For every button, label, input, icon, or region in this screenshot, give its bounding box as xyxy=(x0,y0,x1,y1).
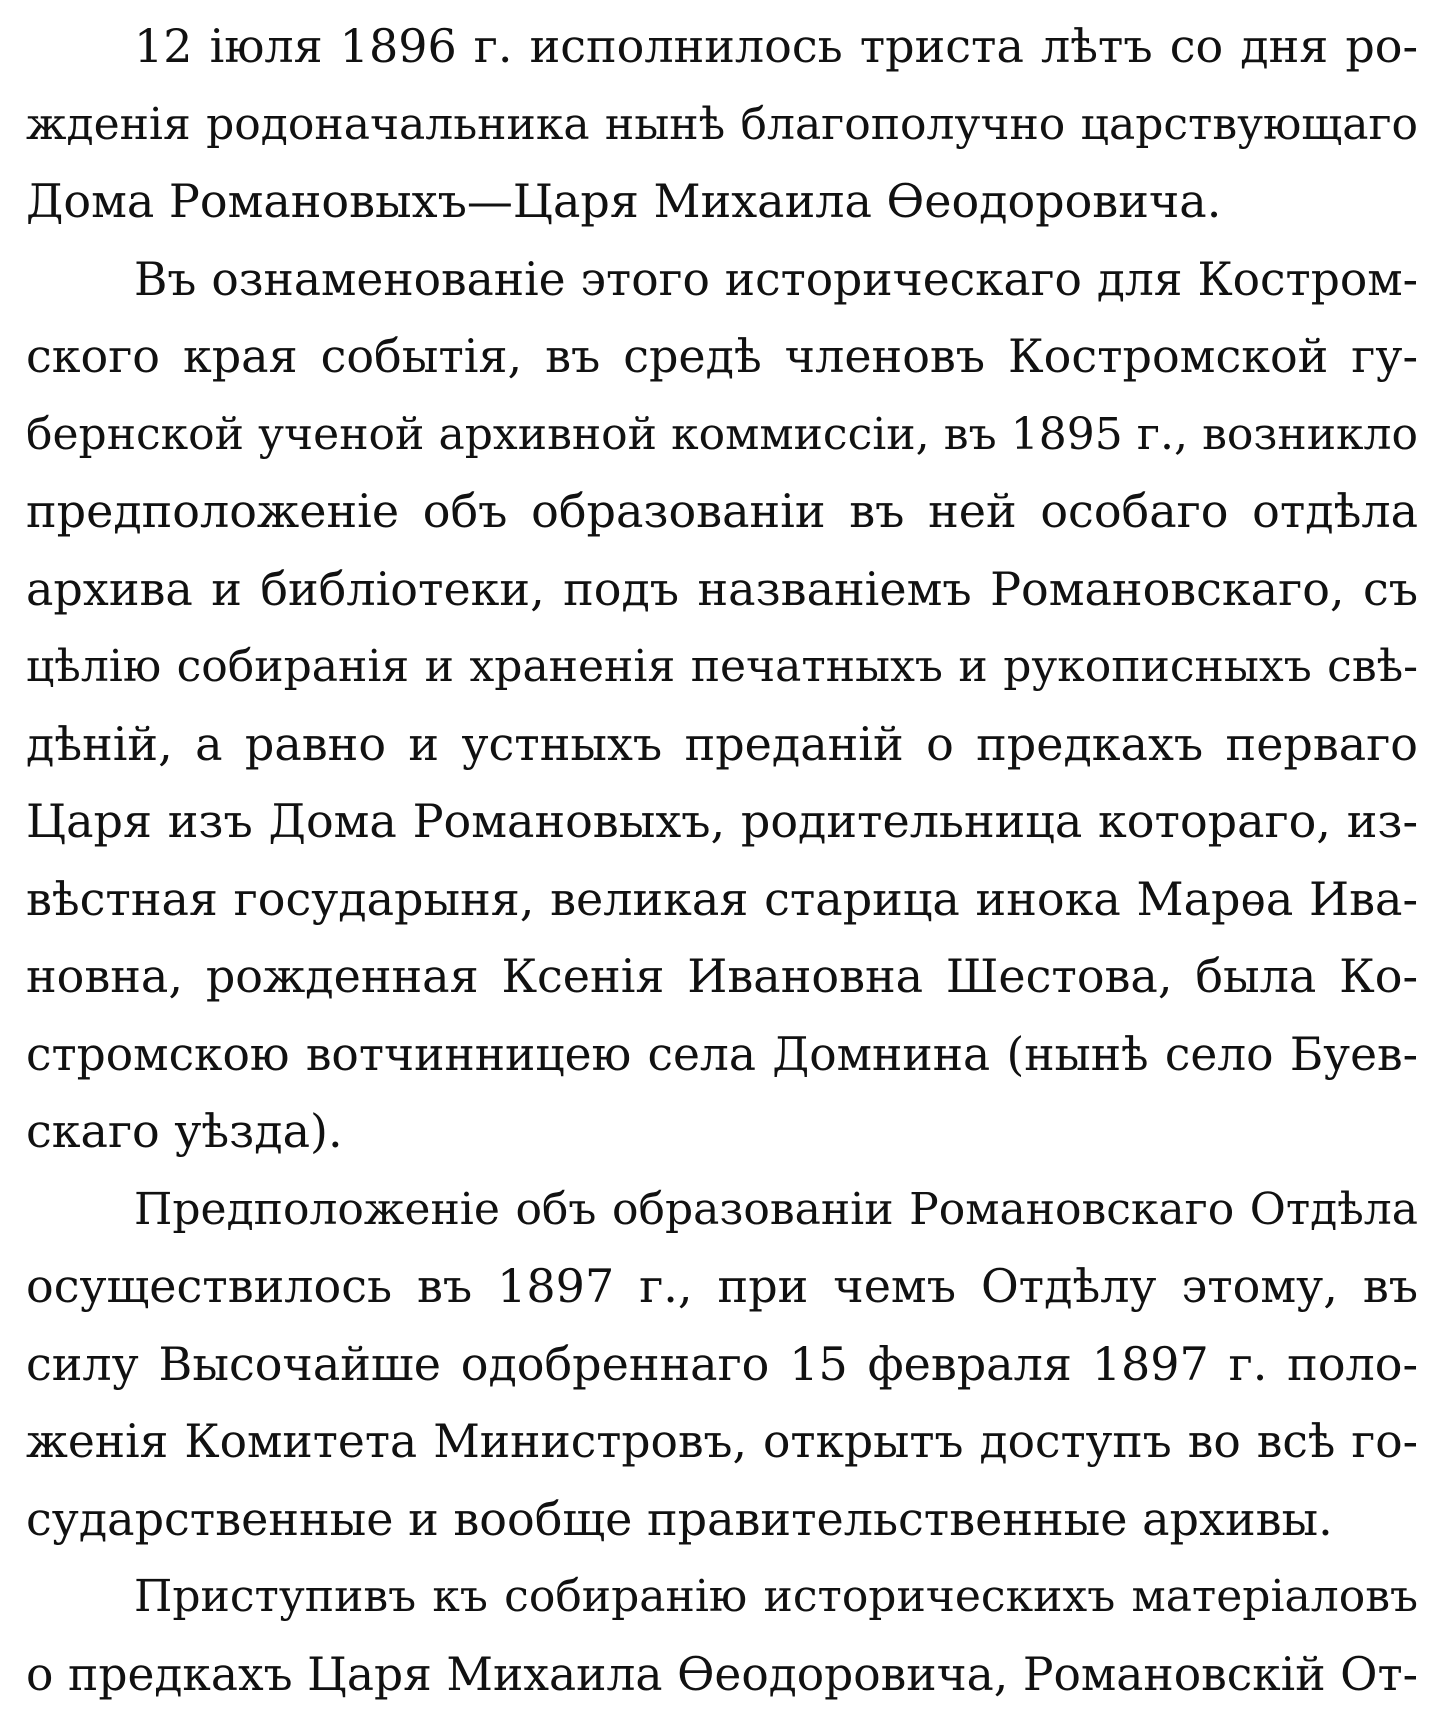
text-line-8: архива и библіотеки, подъ названіемъ Романовскаго, съ xyxy=(26,551,1418,629)
text-line-1: 12 іюля 1896 г. исполнилось триста лѣтъ со дня ро- xyxy=(26,8,1418,86)
text-line-9: цѣлію собиранія и храненія печатныхъ и рукописныхъ свѣ- xyxy=(26,628,1418,706)
text-line-4: Въ ознаменованіе этого историческаго для Костром- xyxy=(26,241,1418,319)
text-line-17: осуществилось въ 1897 г., при чемъ Отдѣлу этому, въ xyxy=(26,1248,1418,1326)
document-page xyxy=(26,8,1418,1713)
text-line-11: Царя изъ Дома Романовыхъ, родительница котораго, из- xyxy=(26,783,1418,861)
text-line-22: о предкахъ Царя Михаила Ѳеодоровича, Романовскій От- xyxy=(26,1636,1418,1713)
text-line-5: ского края событія, въ средѣ членовъ Костромской гу- xyxy=(26,318,1418,396)
text-line-13: новна, рожденная Ксенія Ивановна Шестова, была Ко- xyxy=(26,938,1418,1016)
text-line-14: стромскою вотчинницею села Домнина (нынѣ село Буев- xyxy=(26,1016,1418,1094)
text-line-18: силу Высочайше одобреннаго 15 февраля 1897 г. поло- xyxy=(26,1326,1418,1404)
text-line-10: дѣній, а равно и устныхъ преданій о предкахъ перваго xyxy=(26,706,1418,784)
text-line-12: вѣстная государыня, великая старица инока Марѳа Ива- xyxy=(26,861,1418,939)
text-line-15: скаго уѣзда). xyxy=(26,1093,1418,1171)
text-line-21: Приступивъ къ собиранію историческихъ матеріаловъ xyxy=(26,1558,1418,1636)
text-line-19: женія Комитета Министровъ, открытъ доступъ во всѣ го- xyxy=(26,1403,1418,1481)
text-line-2: жденія родоначальника нынѣ благополучно царствующаго xyxy=(26,86,1418,164)
text-line-7: предположеніе объ образованіи въ ней особаго отдѣла xyxy=(26,473,1418,551)
text-line-3: Дома Романовыхъ—Царя Михаила Ѳеодоровича. xyxy=(26,163,1418,241)
text-line-20: сударственные и вообще правительственные архивы. xyxy=(26,1481,1418,1559)
text-line-6: бернской ученой архивной коммиссіи, въ 1895 г., возникло xyxy=(26,396,1418,474)
text-line-16: Предположеніе объ образованіи Романовскаго Отдѣла xyxy=(26,1171,1418,1249)
